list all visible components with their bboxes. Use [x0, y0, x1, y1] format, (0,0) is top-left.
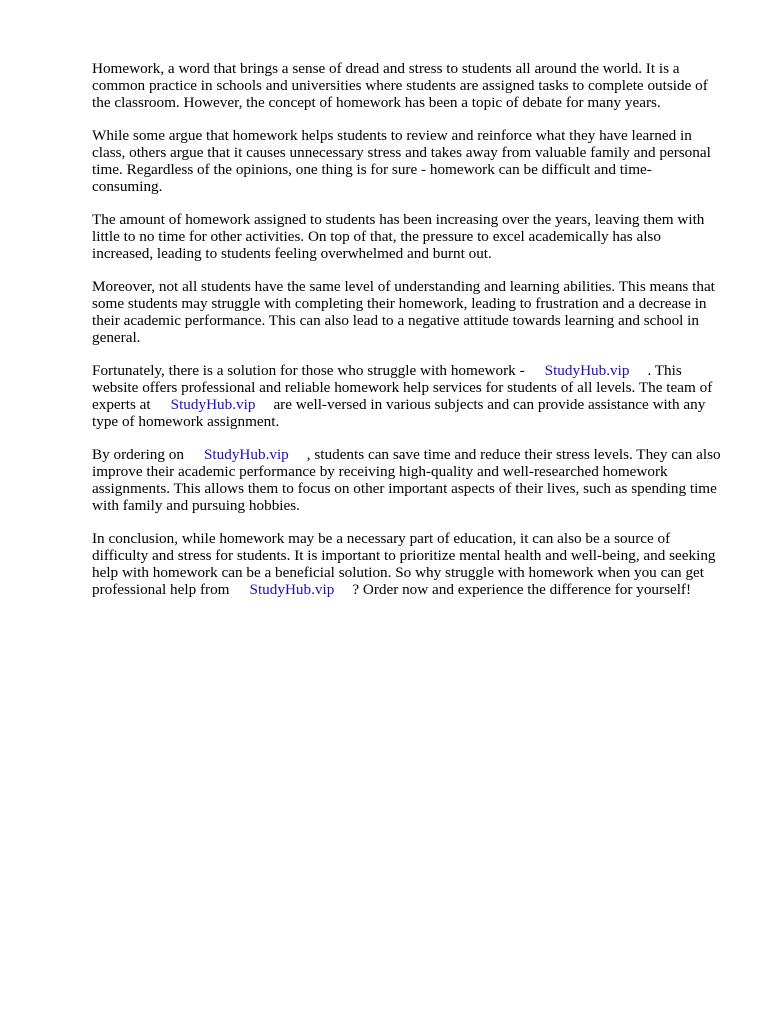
paragraph-amount: The amount of homework assigned to students has been increasing over the years, leaving them with little to no time for other activities. On top of that, the pressure to excel academically has also increased, leading to students feeling overwhelmed and burnt out. — [92, 211, 705, 262]
paragraph-text: By ordering on — [92, 446, 184, 463]
paragraph-text: Fortunately, there is a solution for those who struggle with homework - — [92, 362, 525, 379]
paragraph-text: In conclusion, while homework may be a necessary part of education, it can also be a source of difficulty and stress for students. It is important to prioritize mental health and well-being, and seeking help with homework can be a beneficial solution. So why struggle with homework when you can get professional help from — [92, 530, 716, 598]
paragraph-text: ? Order now and experience the difference for yourself! — [352, 581, 692, 598]
studyhub-link[interactable]: StudyHub.vip — [249, 581, 335, 598]
studyhub-link[interactable]: StudyHub.vip — [170, 396, 256, 413]
paragraph-text: , students can save time and reduce their stress levels. They can also improve their academic performance by receiving high-quality and well-researched homework assignments. This allows them to focus on other important aspects of their lives, such as spending time with family and pursuing hobbies. — [92, 446, 721, 514]
studyhub-link[interactable]: StudyHub.vip — [203, 446, 289, 463]
paragraph-text: are well-versed in various subjects and can provide assistance with any type of homework assignment. — [92, 396, 706, 430]
paragraph-opinions: While some argue that homework helps students to review and reinforce what they have learned in class, others argue that it causes unnecessary stress and takes away from valuable family and personal time. Regardless of the opinions, one thing is for sure - homework can be difficult and time-consuming. — [92, 127, 711, 195]
paragraph-solution — [92, 362, 722, 430]
document-body — [92, 60, 722, 614]
paragraph-text: . This website offers professional and reliable homework help services for students of all levels. The team of experts at — [92, 362, 713, 413]
paragraph-abilities: Moreover, not all students have the same level of understanding and learning abilities. This means that some students may struggle with completing their homework, leading to frustration and a decrease in their academic performance. This can also lead to a negative attitude towards learning and school in general. — [92, 278, 715, 346]
paragraph-intro: Homework, a word that brings a sense of dread and stress to students all around the world. It is a common practice in schools and universities where students are assigned tasks to complete outside of the classroom. However, the concept of homework has been a topic of debate for many years. — [92, 60, 708, 111]
paragraph-ordering — [92, 446, 722, 514]
studyhub-link[interactable]: StudyHub.vip — [544, 362, 630, 379]
paragraph-conclusion — [92, 530, 722, 598]
